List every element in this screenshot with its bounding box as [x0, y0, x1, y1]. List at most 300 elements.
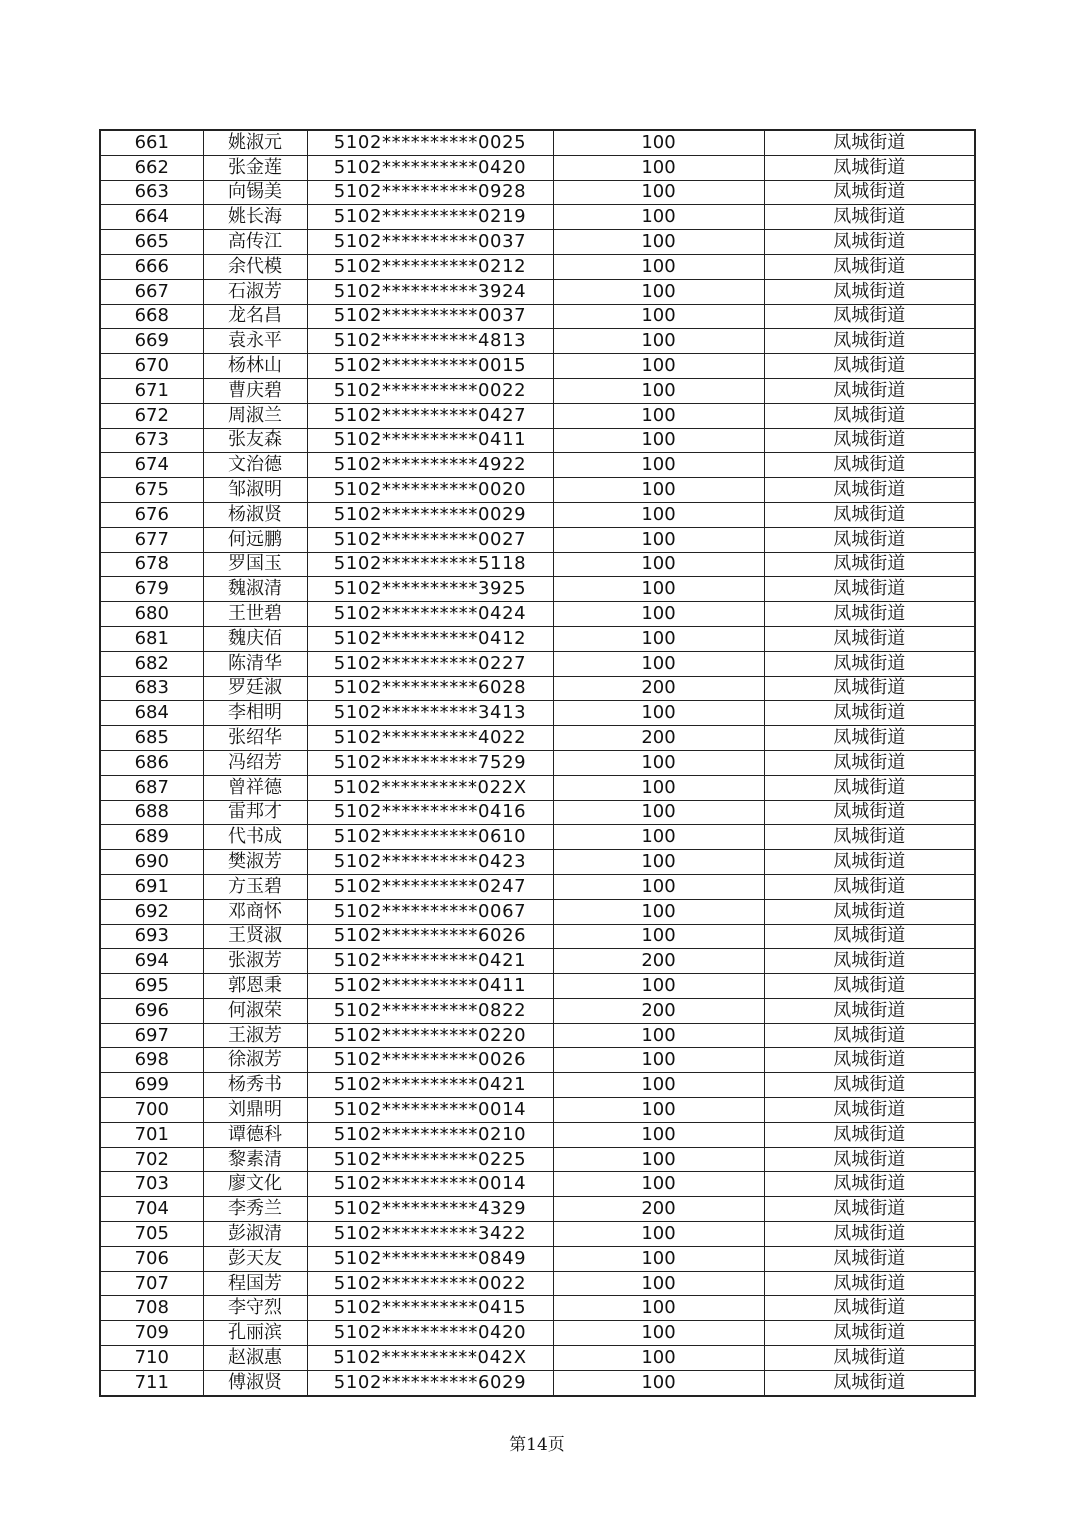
page-number: 第14页: [509, 1435, 565, 1455]
subdistrict-cell: 凤城街道: [764, 453, 975, 478]
name-cell: 姚淑元: [203, 130, 307, 155]
table-row: [100, 403, 975, 428]
subdistrict-cell: 凤城街道: [764, 899, 975, 924]
table-row: [100, 1321, 975, 1346]
amount-cell: 100: [553, 1098, 764, 1123]
row-number-cell: 703: [100, 1172, 203, 1197]
subdistrict-cell: 凤城街道: [764, 825, 975, 850]
amount-cell: 100: [553, 254, 764, 279]
id-number-cell: 5102**********0210: [307, 1122, 553, 1147]
table-row: [100, 651, 975, 676]
table-row: [100, 726, 975, 751]
row-number-cell: 701: [100, 1122, 203, 1147]
subdistrict-cell: 凤城街道: [764, 1321, 975, 1346]
subdistrict-cell: 凤城街道: [764, 676, 975, 701]
amount-cell: 200: [553, 949, 764, 974]
row-number-cell: 670: [100, 354, 203, 379]
id-number-cell: 5102**********6028: [307, 676, 553, 701]
name-cell: 李相明: [203, 701, 307, 726]
table-row: [100, 1147, 975, 1172]
amount-cell: 100: [553, 527, 764, 552]
id-number-cell: 5102**********0022: [307, 378, 553, 403]
table-row: [100, 230, 975, 255]
id-number-cell: 5102**********0415: [307, 1296, 553, 1321]
beneficiary-table: [99, 129, 976, 1397]
id-number-cell: 5102**********0219: [307, 205, 553, 230]
row-number-cell: 682: [100, 651, 203, 676]
amount-cell: 100: [553, 800, 764, 825]
name-cell: 何远鹏: [203, 527, 307, 552]
amount-cell: 100: [553, 1048, 764, 1073]
subdistrict-cell: 凤城街道: [764, 874, 975, 899]
name-cell: 张金莲: [203, 155, 307, 180]
amount-cell: 100: [553, 453, 764, 478]
row-number-cell: 697: [100, 1023, 203, 1048]
id-number-cell: 5102**********0424: [307, 602, 553, 627]
table-row: [100, 1023, 975, 1048]
subdistrict-cell: 凤城街道: [764, 205, 975, 230]
amount-cell: 100: [553, 850, 764, 875]
amount-cell: 100: [553, 602, 764, 627]
name-cell: 郭恩秉: [203, 974, 307, 999]
amount-cell: 100: [553, 874, 764, 899]
name-cell: 杨林山: [203, 354, 307, 379]
id-number-cell: 5102**********0849: [307, 1246, 553, 1271]
table-row: [100, 577, 975, 602]
name-cell: 邓商怀: [203, 899, 307, 924]
id-number-cell: 5102**********0411: [307, 428, 553, 453]
table-row: [100, 626, 975, 651]
row-number-cell: 705: [100, 1222, 203, 1247]
row-number-cell: 695: [100, 974, 203, 999]
name-cell: 向锡美: [203, 180, 307, 205]
subdistrict-cell: 凤城街道: [764, 998, 975, 1023]
row-number-cell: 704: [100, 1197, 203, 1222]
row-number-cell: 679: [100, 577, 203, 602]
id-number-cell: 5102**********0420: [307, 1321, 553, 1346]
subdistrict-cell: 凤城街道: [764, 1122, 975, 1147]
id-number-cell: 5102**********6029: [307, 1370, 553, 1395]
table-row: [100, 478, 975, 503]
subdistrict-cell: 凤城街道: [764, 626, 975, 651]
row-number-cell: 700: [100, 1098, 203, 1123]
amount-cell: 100: [553, 552, 764, 577]
id-number-cell: 5102**********3422: [307, 1222, 553, 1247]
id-number-cell: 5102**********0067: [307, 899, 553, 924]
subdistrict-cell: 凤城街道: [764, 750, 975, 775]
name-cell: 邹淑明: [203, 478, 307, 503]
table-row: [100, 502, 975, 527]
amount-cell: 100: [553, 428, 764, 453]
row-number-cell: 696: [100, 998, 203, 1023]
table-row: [100, 974, 975, 999]
table-row: [100, 1296, 975, 1321]
name-cell: 黎素清: [203, 1147, 307, 1172]
id-number-cell: 5102**********3925: [307, 577, 553, 602]
subdistrict-cell: 凤城街道: [764, 403, 975, 428]
id-number-cell: 5102**********0928: [307, 180, 553, 205]
subdistrict-cell: 凤城街道: [764, 1197, 975, 1222]
table-row: [100, 998, 975, 1023]
table-row: [100, 775, 975, 800]
amount-cell: 100: [553, 1073, 764, 1098]
table-row: [100, 949, 975, 974]
table-row: [100, 1271, 975, 1296]
table-row: [100, 304, 975, 329]
row-number-cell: 663: [100, 180, 203, 205]
table-row: [100, 453, 975, 478]
table-row: [100, 602, 975, 627]
id-number-cell: 5102**********0014: [307, 1172, 553, 1197]
name-cell: 文治德: [203, 453, 307, 478]
table-row: [100, 1172, 975, 1197]
amount-cell: 100: [553, 1346, 764, 1371]
name-cell: 石淑芳: [203, 279, 307, 304]
row-number-cell: 684: [100, 701, 203, 726]
id-number-cell: 5102**********4813: [307, 329, 553, 354]
name-cell: 杨淑贤: [203, 502, 307, 527]
amount-cell: 100: [553, 1147, 764, 1172]
row-number-cell: 666: [100, 254, 203, 279]
name-cell: 杨秀书: [203, 1073, 307, 1098]
name-cell: 陈清华: [203, 651, 307, 676]
row-number-cell: 665: [100, 230, 203, 255]
row-number-cell: 674: [100, 453, 203, 478]
amount-cell: 100: [553, 180, 764, 205]
name-cell: 彭天友: [203, 1246, 307, 1271]
amount-cell: 100: [553, 1122, 764, 1147]
subdistrict-cell: 凤城街道: [764, 304, 975, 329]
table-row: [100, 924, 975, 949]
id-number-cell: 5102**********3413: [307, 701, 553, 726]
table-row: [100, 1048, 975, 1073]
amount-cell: 100: [553, 974, 764, 999]
name-cell: 余代模: [203, 254, 307, 279]
id-number-cell: 5102**********0227: [307, 651, 553, 676]
amount-cell: 100: [553, 1321, 764, 1346]
table-row: [100, 130, 975, 155]
name-cell: 刘鼎明: [203, 1098, 307, 1123]
subdistrict-cell: 凤城街道: [764, 1098, 975, 1123]
amount-cell: 100: [553, 502, 764, 527]
id-number-cell: 5102**********0022: [307, 1271, 553, 1296]
table-row: [100, 1222, 975, 1247]
subdistrict-cell: 凤城街道: [764, 1147, 975, 1172]
id-number-cell: 5102**********0412: [307, 626, 553, 651]
name-cell: 彭淑清: [203, 1222, 307, 1247]
amount-cell: 100: [553, 899, 764, 924]
id-number-cell: 5102**********4329: [307, 1197, 553, 1222]
name-cell: 孔丽滨: [203, 1321, 307, 1346]
name-cell: 代书成: [203, 825, 307, 850]
name-cell: 王世碧: [203, 602, 307, 627]
subdistrict-cell: 凤城街道: [764, 1296, 975, 1321]
id-number-cell: 5102**********0420: [307, 155, 553, 180]
subdistrict-cell: 凤城街道: [764, 180, 975, 205]
table-row: [100, 527, 975, 552]
row-number-cell: 683: [100, 676, 203, 701]
subdistrict-cell: 凤城街道: [764, 1023, 975, 1048]
subdistrict-cell: 凤城街道: [764, 1048, 975, 1073]
row-number-cell: 710: [100, 1346, 203, 1371]
row-number-cell: 706: [100, 1246, 203, 1271]
name-cell: 程国芳: [203, 1271, 307, 1296]
id-number-cell: 5102**********3924: [307, 279, 553, 304]
subdistrict-cell: 凤城街道: [764, 354, 975, 379]
table-row: [100, 1370, 975, 1395]
amount-cell: 100: [553, 230, 764, 255]
name-cell: 傅淑贤: [203, 1370, 307, 1395]
id-number-cell: 5102**********7529: [307, 750, 553, 775]
id-number-cell: 5102**********022X: [307, 775, 553, 800]
name-cell: 樊淑芳: [203, 850, 307, 875]
subdistrict-cell: 凤城街道: [764, 775, 975, 800]
table-row: [100, 1122, 975, 1147]
subdistrict-cell: 凤城街道: [764, 1346, 975, 1371]
amount-cell: 100: [553, 1271, 764, 1296]
name-cell: 张绍华: [203, 726, 307, 751]
name-cell: 赵淑惠: [203, 1346, 307, 1371]
row-number-cell: 673: [100, 428, 203, 453]
name-cell: 王贤淑: [203, 924, 307, 949]
name-cell: 曾祥德: [203, 775, 307, 800]
amount-cell: 200: [553, 1197, 764, 1222]
subdistrict-cell: 凤城街道: [764, 230, 975, 255]
row-number-cell: 702: [100, 1147, 203, 1172]
subdistrict-cell: 凤城街道: [764, 850, 975, 875]
name-cell: 袁永平: [203, 329, 307, 354]
row-number-cell: 662: [100, 155, 203, 180]
name-cell: 罗国玉: [203, 552, 307, 577]
id-number-cell: 5102**********042X: [307, 1346, 553, 1371]
name-cell: 周淑兰: [203, 403, 307, 428]
row-number-cell: 707: [100, 1271, 203, 1296]
row-number-cell: 687: [100, 775, 203, 800]
amount-cell: 100: [553, 279, 764, 304]
subdistrict-cell: 凤城街道: [764, 552, 975, 577]
subdistrict-cell: 凤城街道: [764, 329, 975, 354]
row-number-cell: 699: [100, 1073, 203, 1098]
row-number-cell: 661: [100, 130, 203, 155]
subdistrict-cell: 凤城街道: [764, 602, 975, 627]
name-cell: 龙名昌: [203, 304, 307, 329]
table-row: [100, 701, 975, 726]
name-cell: 张友森: [203, 428, 307, 453]
subdistrict-cell: 凤城街道: [764, 949, 975, 974]
row-number-cell: 676: [100, 502, 203, 527]
row-number-cell: 669: [100, 329, 203, 354]
row-number-cell: 681: [100, 626, 203, 651]
id-number-cell: 5102**********0427: [307, 403, 553, 428]
name-cell: 李守烈: [203, 1296, 307, 1321]
subdistrict-cell: 凤城街道: [764, 527, 975, 552]
subdistrict-cell: 凤城街道: [764, 924, 975, 949]
table-row: [100, 1346, 975, 1371]
table-row: [100, 1197, 975, 1222]
amount-cell: 100: [553, 478, 764, 503]
id-number-cell: 5102**********0423: [307, 850, 553, 875]
name-cell: 张淑芳: [203, 949, 307, 974]
name-cell: 徐淑芳: [203, 1048, 307, 1073]
id-number-cell: 5102**********0220: [307, 1023, 553, 1048]
row-number-cell: 680: [100, 602, 203, 627]
name-cell: 李秀兰: [203, 1197, 307, 1222]
amount-cell: 100: [553, 378, 764, 403]
amount-cell: 100: [553, 1023, 764, 1048]
subdistrict-cell: 凤城街道: [764, 502, 975, 527]
name-cell: 姚长海: [203, 205, 307, 230]
id-number-cell: 5102**********0421: [307, 949, 553, 974]
row-number-cell: 691: [100, 874, 203, 899]
table-row: [100, 329, 975, 354]
name-cell: 谭德科: [203, 1122, 307, 1147]
subdistrict-cell: 凤城街道: [764, 651, 975, 676]
name-cell: 何淑荣: [203, 998, 307, 1023]
table-row: [100, 428, 975, 453]
subdistrict-cell: 凤城街道: [764, 1370, 975, 1395]
amount-cell: 100: [553, 329, 764, 354]
id-number-cell: 5102**********4022: [307, 726, 553, 751]
id-number-cell: 5102**********0029: [307, 502, 553, 527]
table-row: [100, 155, 975, 180]
id-number-cell: 5102**********0037: [307, 230, 553, 255]
amount-cell: 100: [553, 651, 764, 676]
amount-cell: 100: [553, 750, 764, 775]
table-row: [100, 279, 975, 304]
table-row: [100, 1246, 975, 1271]
row-number-cell: 689: [100, 825, 203, 850]
subdistrict-cell: 凤城街道: [764, 428, 975, 453]
table-row: [100, 254, 975, 279]
subdistrict-cell: 凤城街道: [764, 577, 975, 602]
amount-cell: 100: [553, 1172, 764, 1197]
id-number-cell: 5102**********0822: [307, 998, 553, 1023]
amount-cell: 100: [553, 1246, 764, 1271]
subdistrict-cell: 凤城街道: [764, 974, 975, 999]
name-cell: 冯绍芳: [203, 750, 307, 775]
table-row: [100, 850, 975, 875]
amount-cell: 200: [553, 676, 764, 701]
subdistrict-cell: 凤城街道: [764, 1172, 975, 1197]
subdistrict-cell: 凤城街道: [764, 155, 975, 180]
amount-cell: 100: [553, 1222, 764, 1247]
id-number-cell: 5102**********0014: [307, 1098, 553, 1123]
subdistrict-cell: 凤城街道: [764, 1073, 975, 1098]
table-row: [100, 354, 975, 379]
id-number-cell: 5102**********0610: [307, 825, 553, 850]
row-number-cell: 698: [100, 1048, 203, 1073]
id-number-cell: 5102**********4922: [307, 453, 553, 478]
amount-cell: 100: [553, 825, 764, 850]
table-row: [100, 874, 975, 899]
table-row: [100, 676, 975, 701]
table-row: [100, 378, 975, 403]
name-cell: 方玉碧: [203, 874, 307, 899]
table-row: [100, 1073, 975, 1098]
name-cell: 高传江: [203, 230, 307, 255]
id-number-cell: 5102**********0247: [307, 874, 553, 899]
name-cell: 罗廷淑: [203, 676, 307, 701]
row-number-cell: 672: [100, 403, 203, 428]
row-number-cell: 688: [100, 800, 203, 825]
table-row: [100, 825, 975, 850]
amount-cell: 100: [553, 1370, 764, 1395]
table-row: [100, 552, 975, 577]
subdistrict-cell: 凤城街道: [764, 279, 975, 304]
amount-cell: 100: [553, 155, 764, 180]
amount-cell: 200: [553, 998, 764, 1023]
id-number-cell: 5102**********0212: [307, 254, 553, 279]
amount-cell: 100: [553, 701, 764, 726]
row-number-cell: 686: [100, 750, 203, 775]
amount-cell: 100: [553, 403, 764, 428]
row-number-cell: 664: [100, 205, 203, 230]
row-number-cell: 678: [100, 552, 203, 577]
row-number-cell: 685: [100, 726, 203, 751]
subdistrict-cell: 凤城街道: [764, 478, 975, 503]
id-number-cell: 5102**********0015: [307, 354, 553, 379]
id-number-cell: 5102**********6026: [307, 924, 553, 949]
id-number-cell: 5102**********0026: [307, 1048, 553, 1073]
row-number-cell: 692: [100, 899, 203, 924]
subdistrict-cell: 凤城街道: [764, 1271, 975, 1296]
row-number-cell: 677: [100, 527, 203, 552]
table-row: [100, 205, 975, 230]
id-number-cell: 5102**********5118: [307, 552, 553, 577]
id-number-cell: 5102**********0411: [307, 974, 553, 999]
row-number-cell: 675: [100, 478, 203, 503]
name-cell: 雷邦才: [203, 800, 307, 825]
id-number-cell: 5102**********0421: [307, 1073, 553, 1098]
subdistrict-cell: 凤城街道: [764, 726, 975, 751]
subdistrict-cell: 凤城街道: [764, 1222, 975, 1247]
table-row: [100, 800, 975, 825]
id-number-cell: 5102**********0037: [307, 304, 553, 329]
name-cell: 魏庆佰: [203, 626, 307, 651]
amount-cell: 100: [553, 775, 764, 800]
amount-cell: 100: [553, 1296, 764, 1321]
amount-cell: 100: [553, 130, 764, 155]
subdistrict-cell: 凤城街道: [764, 254, 975, 279]
id-number-cell: 5102**********0025: [307, 130, 553, 155]
row-number-cell: 668: [100, 304, 203, 329]
table-row: [100, 180, 975, 205]
amount-cell: 100: [553, 577, 764, 602]
amount-cell: 100: [553, 354, 764, 379]
subdistrict-cell: 凤城街道: [764, 378, 975, 403]
name-cell: 魏淑清: [203, 577, 307, 602]
id-number-cell: 5102**********0225: [307, 1147, 553, 1172]
amount-cell: 100: [553, 304, 764, 329]
row-number-cell: 694: [100, 949, 203, 974]
table-row: [100, 750, 975, 775]
id-number-cell: 5102**********0416: [307, 800, 553, 825]
amount-cell: 100: [553, 626, 764, 651]
subdistrict-cell: 凤城街道: [764, 1246, 975, 1271]
name-cell: 王淑芳: [203, 1023, 307, 1048]
row-number-cell: 708: [100, 1296, 203, 1321]
subdistrict-cell: 凤城街道: [764, 701, 975, 726]
amount-cell: 100: [553, 924, 764, 949]
row-number-cell: 711: [100, 1370, 203, 1395]
row-number-cell: 693: [100, 924, 203, 949]
id-number-cell: 5102**********0020: [307, 478, 553, 503]
name-cell: 廖文化: [203, 1172, 307, 1197]
id-number-cell: 5102**********0027: [307, 527, 553, 552]
row-number-cell: 667: [100, 279, 203, 304]
table-row: [100, 1098, 975, 1123]
amount-cell: 100: [553, 205, 764, 230]
